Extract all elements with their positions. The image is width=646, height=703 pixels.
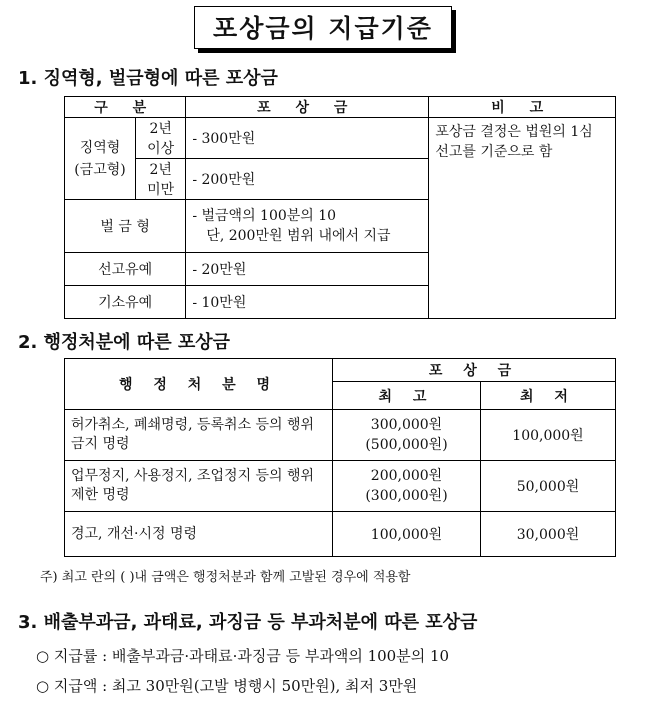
sub-category: 2년 미만 (136, 159, 186, 200)
reward-value: - 300만원 (186, 118, 429, 159)
header-note: 비 고 (429, 97, 616, 118)
header-measure: 행 정 처 분 명 (65, 359, 333, 410)
max-amount: 100,000원 (333, 512, 481, 557)
page-title: 포상금의 지급기준 (194, 6, 452, 49)
max-amount-line2: (500,000원) (365, 437, 448, 453)
imprisonment-label-line1: 징역형 (79, 139, 121, 156)
section3-heading: 3. 배출부과금, 과태료, 과징금 등 부과처분에 따른 포상금 (18, 612, 478, 633)
imprisonment-label-line2: (금고형) (74, 161, 126, 178)
table-row (65, 410, 616, 461)
max-amount-line2: (300,000원) (365, 488, 448, 504)
suspended-prosecution-label: 기소유예 (65, 286, 186, 319)
reward-value: - 10만원 (186, 286, 429, 319)
min-amount: 50,000원 (481, 461, 616, 512)
measure-name: 업무정지, 사용정지, 조업정지 등의 행위제한 명령 (65, 461, 333, 512)
measure-name: 경고, 개선·시정 명령 (65, 512, 333, 557)
header-category: 구 분 (65, 97, 186, 118)
fine-label: 벌 금 형 (65, 200, 186, 253)
section1-heading: 1. 징역형, 벌금형에 따른 포상금 (18, 68, 278, 89)
section2-heading: 2. 행정처분에 따른 포상금 (18, 332, 231, 353)
header-min: 최 저 (481, 382, 616, 410)
table2-header-row (65, 359, 616, 382)
penalty-reward-table (64, 96, 616, 319)
max-amount-line1: 200,000원 (370, 468, 443, 484)
max-amount (333, 410, 481, 461)
reward-value: - 200만원 (186, 159, 429, 200)
max-amount (333, 461, 481, 512)
bullet-amount: ○ 지급액 : 최고 30만원(고발 병행시 50만원), 최저 3만원 (36, 677, 418, 695)
table-row (65, 461, 616, 512)
header-reward: 포 상 금 (333, 359, 616, 382)
imprisonment-label (65, 118, 136, 200)
min-amount: 30,000원 (481, 512, 616, 557)
fine-reward-line2: 단, 200만원 범위 내에서 지급 (206, 228, 391, 244)
note-text: 포상금 결정은 법원의 1심 선고를 기준으로 함 (429, 118, 616, 319)
footnote: 주) 최고 란의 ( )내 금액은 행정처분과 함께 고발된 경우에 적용함 (40, 570, 411, 585)
fine-reward-line1: - 벌금액의 100분의 10 (192, 208, 337, 224)
bullet-rate: ○ 지급률 : 배출부과금·과태료·과징금 등 부과액의 100분의 10 (36, 647, 450, 665)
sub-category: 2년 이상 (136, 118, 186, 159)
header-max: 최 고 (333, 382, 481, 410)
measure-name: 허가취소, 폐쇄명령, 등록취소 등의 행위금지 명령 (65, 410, 333, 461)
admin-disposition-table (64, 358, 616, 557)
max-amount-line1: 300,000원 (370, 417, 443, 433)
header-reward: 포 상 금 (186, 97, 429, 118)
suspended-sentence-label: 선고유예 (65, 253, 186, 286)
table1-header-row (65, 97, 616, 118)
reward-value: - 20만원 (186, 253, 429, 286)
table-row (65, 118, 616, 159)
title-wrap (0, 6, 646, 49)
fine-reward (186, 200, 429, 253)
min-amount: 100,000원 (481, 410, 616, 461)
table-row (65, 512, 616, 557)
